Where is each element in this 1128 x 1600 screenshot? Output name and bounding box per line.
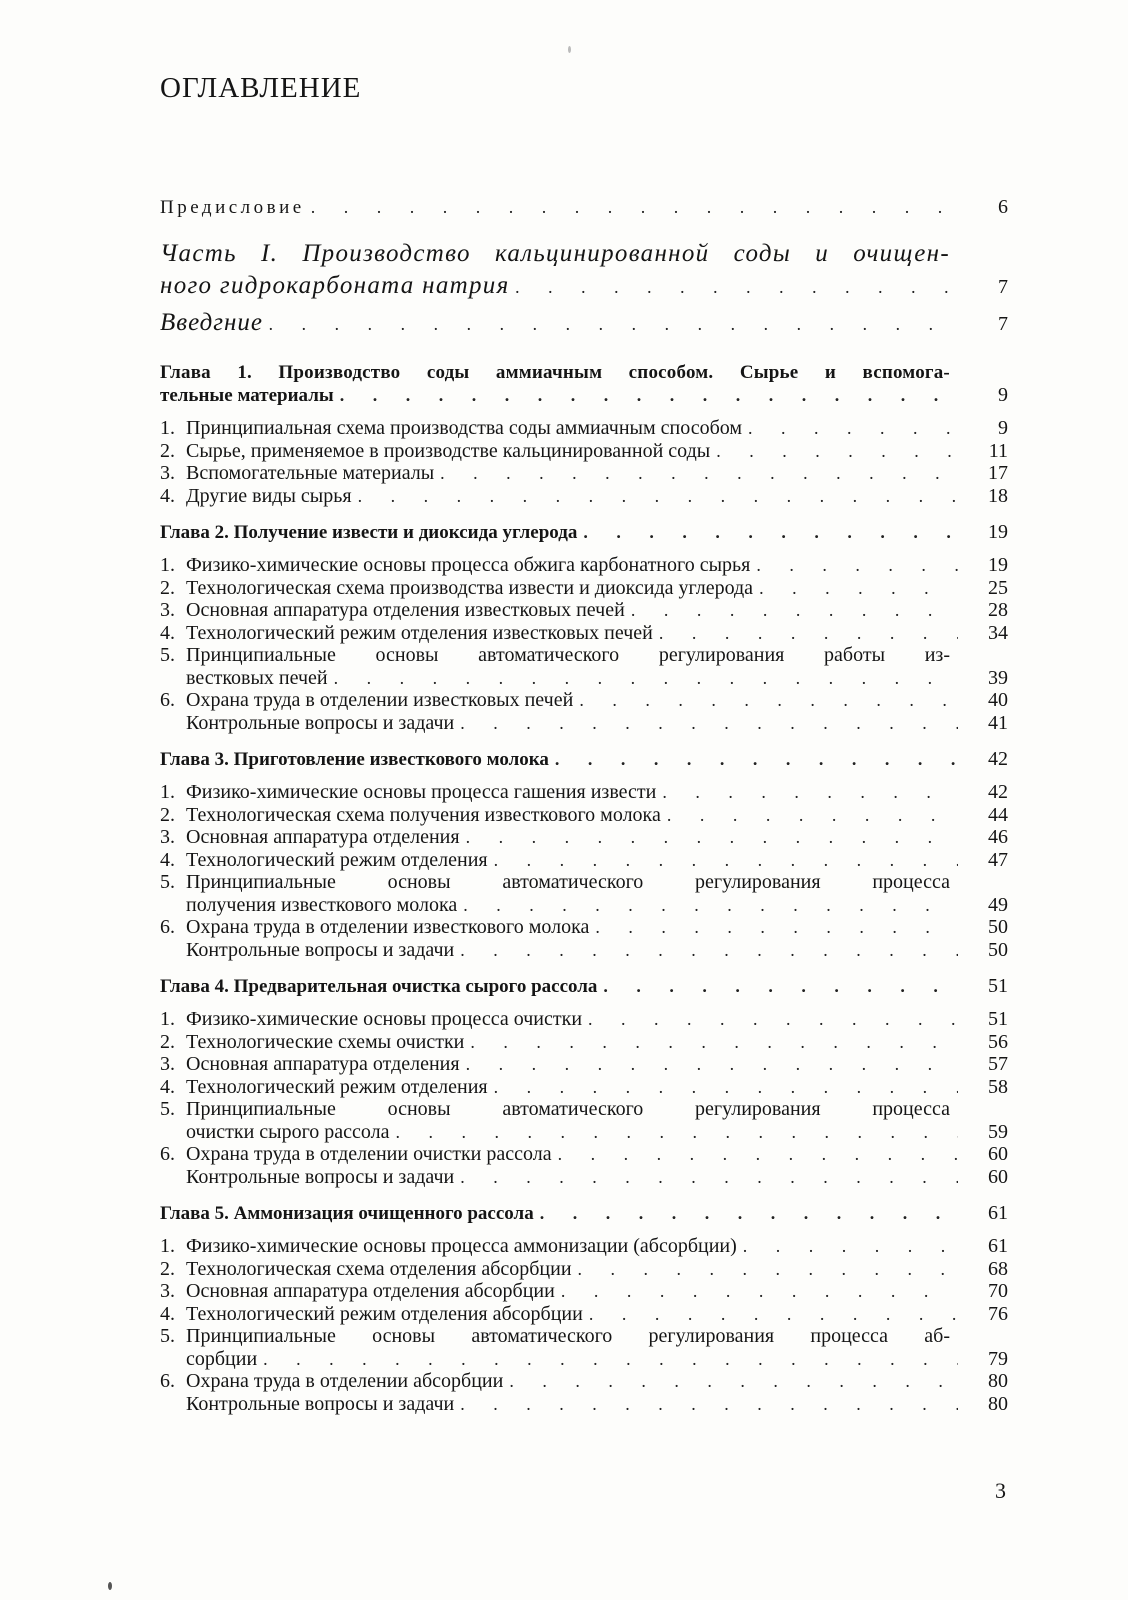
dot-leader <box>263 1348 958 1371</box>
section-label <box>160 1166 454 1189</box>
section-label <box>160 485 352 508</box>
section-number: 1. <box>160 781 175 803</box>
toc-entry-section[interactable] <box>160 871 1008 916</box>
toc-page-number: 11 <box>988 439 1008 462</box>
section-title: Сырье, применяемое в производстве кальцинированной соды <box>186 439 711 462</box>
section-title: Принципиальные основы автоматического регулирования работы из- <box>186 644 950 666</box>
section-title-continued: получения известкового молока <box>186 893 458 916</box>
dot-leader <box>555 748 958 770</box>
toc-page-number: 51 <box>988 975 1008 997</box>
chapter-block <box>160 748 1008 961</box>
toc-page-number: 49 <box>988 893 1008 916</box>
section-number: 3. <box>160 1053 175 1075</box>
toc-entry-section[interactable] <box>160 1370 1008 1393</box>
toc-page-number: 28 <box>988 599 1008 621</box>
section-title: Основная аппаратура отделения <box>186 1053 460 1075</box>
toc-page-number: 6 <box>998 196 1008 218</box>
section-line-1 <box>160 871 1008 894</box>
toc-page-number: 51 <box>988 1008 1008 1030</box>
toc-page-number: 80 <box>988 1392 1008 1415</box>
section-label <box>160 1008 582 1031</box>
section-number: 1. <box>160 1235 175 1257</box>
section-title: Физико-химические основы процесса обжига карбонатного сырья <box>186 554 751 576</box>
toc-page-number: 68 <box>988 1257 1008 1280</box>
section-line <box>160 417 1008 440</box>
part-title-line-2: ного гидрокарбоната натрия <box>160 271 510 299</box>
section-line <box>160 1053 1008 1076</box>
section-line <box>160 1303 1008 1326</box>
section-line <box>160 1258 1008 1281</box>
toc-page-number: 34 <box>988 621 1008 644</box>
chapter-title: Глава 2. Получение извести и диоксида углерода <box>160 522 578 543</box>
toc-entry-section[interactable] <box>160 417 1008 440</box>
section-line <box>160 622 1008 645</box>
section-label <box>160 849 488 872</box>
toc-entry-section[interactable] <box>160 1008 1008 1031</box>
section-line <box>160 689 1008 712</box>
section-number: 6. <box>160 1143 175 1165</box>
section-title: Контрольные вопросы и задачи <box>186 1392 455 1415</box>
toc-entry-section[interactable] <box>160 916 1008 939</box>
section-line <box>160 939 1008 962</box>
toc-entry-section[interactable] <box>160 1031 1008 1054</box>
section-label <box>160 826 460 849</box>
toc-entry-section[interactable] <box>160 781 1008 804</box>
section-number: 5. <box>160 871 175 893</box>
toc-page-number: 57 <box>988 1053 1008 1075</box>
dot-leader <box>494 849 958 872</box>
section-line <box>160 462 1008 485</box>
section-label <box>160 1393 454 1416</box>
section-line-1 <box>160 1098 1008 1121</box>
toc-entry-chapter1[interactable] <box>160 362 1008 408</box>
toc-page-number: 39 <box>988 666 1008 689</box>
section-title: Другие виды сырья <box>186 484 352 507</box>
toc-entry-chapter5[interactable] <box>160 1202 1008 1225</box>
section-title: Физико-химические основы процесса очистки <box>186 1008 583 1030</box>
section-label <box>160 440 710 463</box>
toc-entry-section[interactable] <box>160 622 1008 645</box>
chapter-title-line-1: Глава 1. Производство соды аммиачным способом. Сырье и вспомога- <box>160 361 950 383</box>
dot-leader <box>583 521 958 543</box>
dot-leader <box>667 804 958 827</box>
toc-entry-chapter3[interactable] <box>160 748 1008 771</box>
toc-page-number: 76 <box>988 1302 1008 1325</box>
section-line <box>160 1076 1008 1099</box>
section-line-2 <box>160 1121 1008 1144</box>
section-label <box>160 1235 737 1258</box>
toc-page-number: 41 <box>988 711 1008 734</box>
chapter-title: Глава 3. Приготовление известкового молока <box>160 749 549 770</box>
section-label <box>160 1258 572 1281</box>
section-title: Охрана труда в отделении очистки рассола <box>186 1143 552 1165</box>
section-title: Охрана труда в отделении абсорбции <box>186 1370 504 1392</box>
section-label <box>160 804 661 827</box>
section-title: Принципиальные основы автоматического регулирования процесса аб- <box>186 1325 951 1347</box>
chapter-block <box>160 1202 1008 1415</box>
section-title: Технологическая схема производства извести и диоксида углерода <box>186 576 754 599</box>
section-line <box>160 1280 1008 1303</box>
toc-entry-section[interactable] <box>160 1166 1008 1189</box>
section-title: Технологический режим отделения абсорбции <box>186 1302 583 1325</box>
chapter-block <box>160 362 1008 508</box>
chapter-title-row <box>160 384 1008 408</box>
toc-entry-preface[interactable] <box>160 196 1008 220</box>
toc-page-number: 46 <box>988 826 1008 848</box>
section-title: Технологические схемы очистки <box>186 1030 465 1053</box>
section-line-2 <box>160 667 1008 690</box>
section-line <box>160 826 1008 849</box>
section-title: Технологический режим отделения <box>186 848 488 871</box>
toc-entry-section[interactable] <box>160 1076 1008 1099</box>
section-number: 3. <box>160 826 175 848</box>
toc-entry-section[interactable] <box>160 644 1008 689</box>
toc-entry-chapter4[interactable] <box>160 975 1008 998</box>
section-title: Технологическая схема отделения абсорбции <box>186 1257 572 1280</box>
dot-leader <box>588 1008 958 1031</box>
toc-page-number: 50 <box>988 916 1008 938</box>
dot-leader <box>561 1280 958 1303</box>
toc-entry-section[interactable] <box>160 1053 1008 1076</box>
dot-leader <box>466 1053 958 1076</box>
toc-page-number: 80 <box>988 1370 1008 1392</box>
section-number: 2. <box>160 803 175 826</box>
section-label <box>160 462 434 485</box>
scan-speck <box>568 46 571 53</box>
dot-leader <box>440 462 958 485</box>
toc-entry-section[interactable] <box>160 440 1008 463</box>
toc-page-number: 60 <box>988 1143 1008 1165</box>
dot-leader <box>334 667 958 690</box>
section-label <box>160 1031 464 1054</box>
section-number: 5. <box>160 1325 175 1347</box>
dot-leader <box>509 1370 958 1393</box>
dot-leader <box>540 1202 958 1224</box>
dot-leader <box>756 554 958 577</box>
toc-entry-section[interactable] <box>160 462 1008 485</box>
toc-page-number: 7 <box>998 312 1008 335</box>
section-label <box>160 1280 555 1303</box>
toc-page-number: 61 <box>988 1235 1008 1257</box>
dot-leader <box>269 308 958 340</box>
section-line <box>160 712 1008 735</box>
section-title-continued: сорбции <box>186 1347 258 1370</box>
section-line <box>160 485 1008 508</box>
section-label <box>160 712 454 735</box>
toc-page-number: 70 <box>988 1280 1008 1302</box>
dot-leader <box>516 271 958 303</box>
toc-page-number: 79 <box>988 1347 1008 1370</box>
toc-entry-section[interactable] <box>160 1235 1008 1258</box>
dot-leader <box>460 712 958 735</box>
toc-entry-section[interactable] <box>160 577 1008 600</box>
toc-page-number: 19 <box>988 521 1008 543</box>
toc-entry-part-1[interactable] <box>160 238 1008 303</box>
scan-speck <box>108 1582 112 1590</box>
dot-leader <box>460 939 958 962</box>
toc-page-number: 56 <box>988 1030 1008 1053</box>
toc-page-number: 42 <box>988 748 1008 770</box>
section-number: 4. <box>160 1302 175 1325</box>
toc-entry-section[interactable] <box>160 599 1008 622</box>
section-label <box>160 577 753 600</box>
dot-leader <box>460 1393 958 1416</box>
toc-entry-section[interactable] <box>160 1258 1008 1281</box>
section-number: 3. <box>160 1280 175 1302</box>
dot-leader <box>659 622 958 645</box>
section-line <box>160 781 1008 804</box>
section-title: Охрана труда в отделении известкового молока <box>186 916 590 938</box>
section-number: 4. <box>160 848 175 871</box>
section-label <box>160 599 625 622</box>
section-title: Принципиальная схема производства соды аммиачным способом <box>186 417 743 439</box>
dot-leader <box>396 1121 958 1144</box>
dot-leader <box>603 975 958 997</box>
dot-leader <box>662 781 958 804</box>
section-number: 4. <box>160 484 175 507</box>
section-line <box>160 916 1008 939</box>
toc-entry-section[interactable] <box>160 1393 1008 1416</box>
section-number: 6. <box>160 916 175 938</box>
part-title-line-1: Часть I. Производство кальцинированной соды и очищен- <box>160 239 951 267</box>
section-line <box>160 1031 1008 1054</box>
toc-entry-label: Предисловие <box>160 197 305 218</box>
section-number: 5. <box>160 1098 175 1120</box>
dot-leader <box>460 1166 958 1189</box>
dot-leader <box>494 1076 958 1099</box>
dot-leader <box>463 894 958 917</box>
toc-page-number: 59 <box>988 1120 1008 1143</box>
section-title: Технологический режим отделения <box>186 1075 488 1098</box>
dot-leader <box>748 417 958 440</box>
toc-entry-chapter2[interactable] <box>160 521 1008 544</box>
section-title: Физико-химические основы процесса аммонизации (абсорбции) <box>186 1235 737 1257</box>
chapter-title: Глава 5. Аммонизация очищенного рассола <box>160 1203 534 1224</box>
section-title: Технологическая схема получения известкового молока <box>186 803 661 826</box>
section-title-continued: очистки сырого рассола <box>186 1120 390 1143</box>
dot-leader <box>759 577 958 600</box>
section-number: 4. <box>160 1075 175 1098</box>
dot-leader <box>470 1031 958 1054</box>
toc-entry-section[interactable] <box>160 689 1008 712</box>
section-number: 6. <box>160 689 175 711</box>
page-title: ОГЛАВЛЕНИЕ <box>160 72 362 104</box>
section-title: Основная аппаратура отделения <box>186 826 460 848</box>
toc-page-number: 50 <box>988 938 1008 961</box>
section-number: 2. <box>160 439 175 462</box>
section-title: Физико-химические основы процесса гашения извести <box>186 781 657 803</box>
dot-leader <box>578 1258 958 1281</box>
toc-entry-introduction[interactable] <box>160 307 1008 340</box>
toc-page-number: 7 <box>998 275 1008 298</box>
section-line <box>160 599 1008 622</box>
section-line <box>160 440 1008 463</box>
section-number: 6. <box>160 1370 175 1392</box>
section-title: Вспомогательные материалы <box>186 462 435 484</box>
section-line <box>160 554 1008 577</box>
section-label <box>160 916 589 939</box>
toc-page-number: 25 <box>988 576 1008 599</box>
dot-leader <box>595 916 958 939</box>
toc-page-number: 42 <box>988 781 1008 803</box>
section-number: 4. <box>160 621 175 644</box>
section-number: 3. <box>160 462 175 484</box>
table-of-contents <box>160 196 1008 1415</box>
dot-leader <box>716 440 958 463</box>
section-line-1 <box>160 1325 1008 1348</box>
section-number: 1. <box>160 1008 175 1030</box>
dot-leader <box>358 485 958 508</box>
section-label <box>160 1053 460 1076</box>
section-title: Контрольные вопросы и задачи <box>186 1165 455 1188</box>
toc-page-number: 9 <box>998 417 1008 439</box>
chapter-block <box>160 521 1008 734</box>
section-label <box>160 1143 552 1166</box>
toc-entry-section[interactable] <box>160 1098 1008 1143</box>
toc-page-number: 18 <box>988 484 1008 507</box>
section-number: 2. <box>160 576 175 599</box>
section-label <box>160 417 742 440</box>
section-label <box>160 1370 503 1393</box>
section-title-continued: вестковых печей <box>186 666 328 689</box>
dot-leader <box>743 1235 958 1258</box>
dot-leader <box>466 826 958 849</box>
section-title: Принципиальные основы автоматического регулирования процесса <box>186 871 950 893</box>
section-title: Контрольные вопросы и задачи <box>186 938 455 961</box>
section-title: Принципиальные основы автоматического регулирования процесса <box>186 1098 950 1120</box>
section-number: 2. <box>160 1030 175 1053</box>
toc-page-number: 19 <box>988 554 1008 576</box>
section-line-2 <box>160 894 1008 917</box>
page-number: 3 <box>995 1478 1006 1503</box>
section-number: 1. <box>160 554 175 576</box>
section-label <box>160 689 573 712</box>
section-title: Основная аппаратура отделения известковых печей <box>186 599 625 621</box>
toc-page-number: 58 <box>988 1075 1008 1098</box>
section-label <box>160 622 653 645</box>
dot-leader <box>631 599 958 622</box>
toc-page-number: 17 <box>988 462 1008 484</box>
section-line <box>160 1143 1008 1166</box>
chapter-block <box>160 975 1008 1188</box>
toc-page-number: 40 <box>988 689 1008 711</box>
chapter-title-line-2: тельные материалы <box>160 384 334 406</box>
toc-entry-section[interactable] <box>160 1143 1008 1166</box>
section-title: Контрольные вопросы и задачи <box>186 711 455 734</box>
toc-page-number: 44 <box>988 803 1008 826</box>
dot-leader <box>558 1143 958 1166</box>
toc-entry-section[interactable] <box>160 1325 1008 1370</box>
section-line-2 <box>160 1348 1008 1371</box>
toc-page-number: 9 <box>998 383 1008 406</box>
section-number: 3. <box>160 599 175 621</box>
section-number: 5. <box>160 644 175 666</box>
toc-entry-section[interactable] <box>160 712 1008 735</box>
toc-entry-label: Введгние <box>160 308 263 336</box>
section-line <box>160 1166 1008 1189</box>
section-label <box>160 939 454 962</box>
chapter-title: Глава 4. Предварительная очистка сырого рассола <box>160 976 598 997</box>
toc-entry-section[interactable] <box>160 826 1008 849</box>
section-line <box>160 1008 1008 1031</box>
toc-entry-section[interactable] <box>160 554 1008 577</box>
toc-entry-section[interactable] <box>160 849 1008 872</box>
toc-page-number: 61 <box>988 1202 1008 1224</box>
section-title: Основная аппаратура отделения абсорбции <box>186 1280 555 1302</box>
section-line <box>160 1393 1008 1416</box>
toc-entry-section[interactable] <box>160 485 1008 508</box>
dot-leader <box>340 384 958 407</box>
toc-page-number: 60 <box>988 1165 1008 1188</box>
section-number: 2. <box>160 1257 175 1280</box>
toc-entry-section[interactable] <box>160 939 1008 962</box>
section-title: Технологический режим отделения известковых печей <box>186 621 653 644</box>
toc-entry-section[interactable] <box>160 804 1008 827</box>
dot-leader <box>589 1303 958 1326</box>
section-line <box>160 849 1008 872</box>
section-line <box>160 1235 1008 1258</box>
section-line <box>160 1370 1008 1393</box>
section-label <box>160 1076 488 1099</box>
section-line <box>160 804 1008 827</box>
section-number: 1. <box>160 417 175 439</box>
dot-leader <box>311 196 958 219</box>
toc-entry-section[interactable] <box>160 1280 1008 1303</box>
chapters-list <box>160 362 1008 1416</box>
section-line <box>160 577 1008 600</box>
toc-page-number: 47 <box>988 848 1008 871</box>
section-title: Охрана труда в отделении известковых печей <box>186 689 574 711</box>
toc-entry-section[interactable] <box>160 1303 1008 1326</box>
section-label <box>160 554 750 577</box>
section-line-1 <box>160 644 1008 667</box>
dot-leader <box>579 689 958 712</box>
section-label <box>160 1303 583 1326</box>
section-label <box>160 781 656 804</box>
